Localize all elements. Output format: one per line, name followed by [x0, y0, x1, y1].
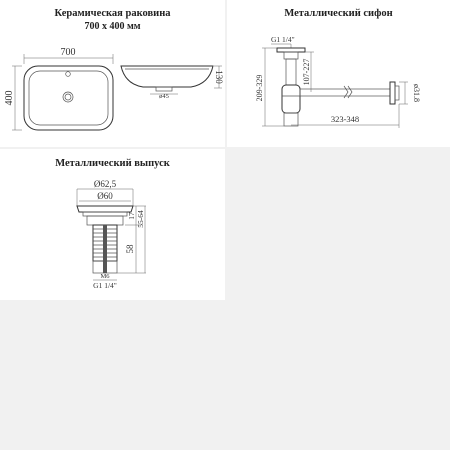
siphon-title: Металлический сифон: [284, 8, 393, 19]
sink-width-label: 700: [60, 47, 76, 58]
siphon-bottle-cap: [284, 113, 298, 126]
siphon-wall-flange: [390, 82, 395, 104]
drain-stem-label: 58: [125, 244, 135, 254]
sink-top-view-outline: [24, 66, 113, 130]
siphon-diameter-label: ø31.8: [412, 84, 421, 102]
drain-bolt: [103, 225, 107, 273]
siphon-drawing: [227, 0, 450, 147]
sink-title: Керамическая раковина: [54, 8, 171, 19]
siphon-top-nut: [284, 52, 298, 59]
siphon-length-label: 323-348: [330, 114, 360, 124]
siphon-bottle: [282, 85, 300, 113]
drain-title: Металлический выпуск: [55, 158, 170, 169]
sink-top-view-bowl: [29, 71, 108, 125]
drain-thread-label: G1 1/4": [93, 281, 117, 290]
drain-total-label: 55-64: [136, 210, 145, 228]
drain-drawing: [0, 149, 225, 300]
sink-height-label: 400: [4, 90, 15, 106]
sink-drain-hole: [63, 92, 73, 102]
drain-flange: [83, 212, 127, 216]
sink-drain-neck: [156, 87, 172, 91]
siphon-outer-height-label: 209-329: [255, 74, 264, 102]
siphon-outlet-pipe: [300, 89, 390, 96]
drain-outer-diameter-label: Ø62,5: [93, 179, 117, 189]
siphon-top-flange: [277, 48, 305, 52]
drain-panel: [0, 149, 225, 300]
drain-bolt-label: M6: [100, 273, 110, 280]
drain-collar: [87, 216, 123, 225]
drain-cap: [77, 206, 133, 212]
sink-size-label: 700 x 400 мм: [84, 21, 141, 32]
drain-cap-label: 17: [127, 212, 136, 220]
siphon-inner-height-label: 107-227: [302, 58, 311, 86]
sink-overflow-hole: [66, 72, 71, 77]
sink-panel: [0, 0, 225, 147]
sink-drawing: [0, 0, 225, 147]
sink-drain-label: ø45: [159, 93, 169, 100]
siphon-panel: [227, 0, 450, 147]
siphon-vertical-pipe: [286, 59, 296, 85]
siphon-thread-label: G1 1/4": [271, 35, 295, 44]
drain-inner-diameter-label: Ø60: [97, 191, 113, 201]
sink-depth-label: 130: [214, 70, 224, 84]
